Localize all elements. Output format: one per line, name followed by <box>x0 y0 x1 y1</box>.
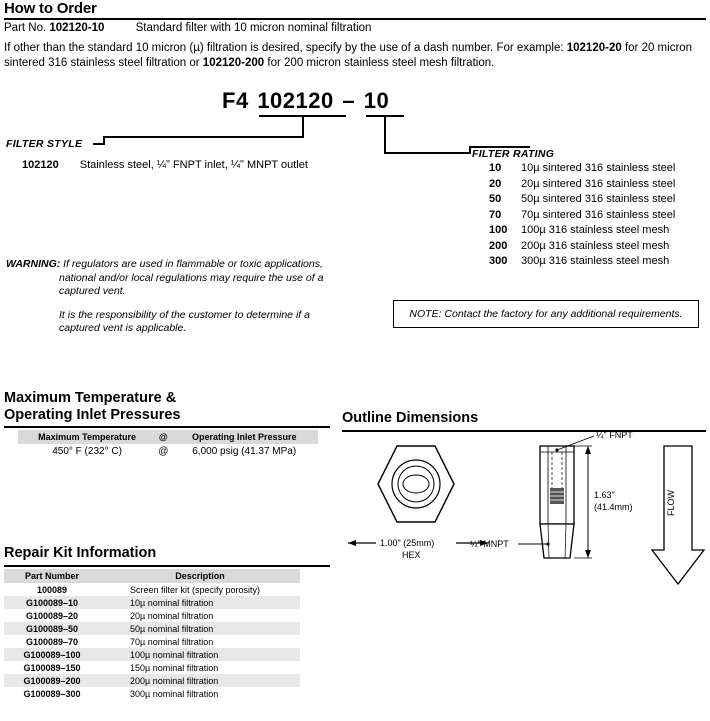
table-row <box>4 635 300 648</box>
table-row <box>489 209 675 225</box>
column-header-part-number: Part Number <box>4 569 100 583</box>
rating-code: 50 <box>489 193 502 205</box>
rating-desc: 100µ 316 stainless steel mesh <box>521 224 670 236</box>
hex-end-view <box>378 446 454 522</box>
filter-style-code: 102120 <box>22 159 59 171</box>
intro-bold-1: 102120-20 <box>566 42 622 54</box>
table-row <box>489 224 675 240</box>
repair-part-description: 200µ nominal filtration <box>100 674 300 687</box>
height-mm-label: (41.4mm) <box>594 502 633 512</box>
title-divider <box>4 18 706 20</box>
rating-desc: 20µ sintered 316 stainless steel <box>521 177 676 190</box>
table-row <box>4 609 300 622</box>
table-row <box>4 622 300 635</box>
repair-part-number: 100089 <box>36 584 68 595</box>
note-text: NOTE: Contact the factory for any additional requirements. <box>409 308 683 320</box>
column-header-max-temp: Maximum Temperature <box>18 430 156 444</box>
repair-part-description: 50µ nominal filtration <box>100 622 300 635</box>
table-header-row <box>18 430 318 444</box>
rating-desc: 10µ sintered 316 stainless steel <box>521 162 676 174</box>
fnpt-label: ¼ʺ FNPT <box>596 432 633 440</box>
warning-text-2: It is the responsibility of the customer to determine if a captured vent is applicable. <box>59 308 310 334</box>
intro-text-3: for 200 micron stainless steel mesh filtration. <box>267 57 495 69</box>
warning-block <box>6 258 336 336</box>
filter-style-description: Stainless steel, ¼ʺ FNPT inlet, ¼ʺ MNPT outlet <box>79 159 308 171</box>
part-suffix: 10 <box>363 88 390 113</box>
repair-kit-title: Repair Kit Information <box>4 545 157 561</box>
rating-code: 10 <box>489 162 502 174</box>
table-row <box>489 255 675 271</box>
max-temperature-table <box>18 430 318 459</box>
max-temperature-title-line1: Maximum Temperature & <box>4 390 177 406</box>
rating-desc: 300µ 316 stainless steel mesh <box>521 255 670 267</box>
how-to-order-title: How to Order <box>4 0 97 17</box>
repair-part-description: 150µ nominal filtration <box>130 662 219 673</box>
repair-part-number: G100089–20 <box>25 610 79 621</box>
outline-drawing <box>342 432 708 612</box>
column-header-description: Description <box>100 569 300 583</box>
note-box <box>393 300 699 328</box>
leader-line-style-horizontal <box>103 136 304 138</box>
warning-paragraph-1 <box>6 258 336 299</box>
mnpt-label: ¼ʺ MNPT <box>470 539 509 549</box>
table-row <box>489 193 675 209</box>
leader-line-rating-horizontal <box>384 152 470 154</box>
part-number-value: 102120-10 <box>49 22 105 34</box>
part-number-line <box>4 22 371 34</box>
rating-code: 100 <box>489 224 508 236</box>
part-dash: – <box>342 88 356 113</box>
intro-text-2: for 20 micron sintered 316 stainless steel filtration or <box>4 42 693 69</box>
rating-code: 70 <box>489 208 502 221</box>
part-number-description: Standard filter with 10 micron nominal filtration <box>135 22 372 34</box>
repair-part-number: G100089–300 <box>23 688 81 699</box>
warning-label: WARNING: <box>6 258 61 270</box>
repair-part-description: 300µ nominal filtration <box>130 688 219 699</box>
hex-dimension-label: 1.00ʺ (25mm) <box>380 538 435 548</box>
table-row <box>4 687 300 700</box>
repair-part-number: G100089–10 <box>4 596 100 609</box>
repair-part-description: Screen filter kit (specify porosity) <box>130 584 261 595</box>
example-part-number <box>222 88 391 114</box>
leader-line-style-vertical <box>302 115 304 137</box>
repair-kit-table <box>4 569 300 700</box>
repair-part-description: 100µ nominal filtration <box>100 648 300 661</box>
rating-code: 200 <box>489 239 508 252</box>
repair-part-description: 70µ nominal filtration <box>130 636 214 647</box>
intro-bold-2: 102120-200 <box>202 57 265 69</box>
table-header-row <box>4 569 300 583</box>
repair-part-number: G100089–100 <box>4 648 100 661</box>
repair-kit-divider <box>4 565 330 567</box>
rating-code: 300 <box>489 255 508 267</box>
filter-style-label: FILTER STYLE <box>6 138 83 150</box>
rating-desc: 200µ 316 stainless steel mesh <box>521 239 670 252</box>
pressure-value: 6,000 psig (41.37 MPa) <box>192 446 297 457</box>
table-row <box>489 240 675 256</box>
height-dimension <box>574 446 633 558</box>
part-base: 102120 <box>257 88 334 113</box>
part-prefix: F4 <box>222 88 249 113</box>
hex-dimension <box>348 538 488 560</box>
filter-style-rule <box>93 143 105 145</box>
table-row <box>4 596 300 609</box>
outline-dimensions-title: Outline Dimensions <box>342 410 479 426</box>
max-temp-value: 450° F (232° C) <box>52 446 122 457</box>
table-row <box>4 674 300 687</box>
rating-desc: 70µ sintered 316 stainless steel <box>521 208 676 221</box>
repair-part-number: G100089–50 <box>4 622 100 635</box>
repair-part-number: G100089–150 <box>23 662 81 673</box>
table-row <box>18 444 318 459</box>
flow-label: FLOW <box>666 490 676 516</box>
filter-rating-label: FILTER RATING <box>472 148 555 160</box>
ordering-instructions <box>4 41 704 71</box>
max-temperature-title <box>4 390 334 424</box>
filter-style-row <box>22 159 308 171</box>
filter-rating-table <box>489 162 675 271</box>
max-temperature-divider <box>4 426 330 428</box>
warning-text-1: If regulators are used in flammable or toxic applications, national and/or local regulations may require the use of a captured vent. <box>59 258 324 297</box>
at-symbol: @ <box>158 446 169 457</box>
rating-code: 20 <box>489 177 502 190</box>
repair-part-description: 10µ nominal filtration <box>100 596 300 609</box>
repair-part-number: G100089–70 <box>25 636 79 647</box>
table-row <box>489 162 675 178</box>
part-number-label: Part No. <box>4 22 47 34</box>
table-row <box>4 648 300 661</box>
column-header-pressure: Operating Inlet Pressure <box>170 430 318 444</box>
height-inches-label: 1.63ʺ <box>594 490 615 500</box>
repair-part-description: 20µ nominal filtration <box>130 610 214 621</box>
column-header-at: @ <box>156 430 170 444</box>
table-row <box>489 178 675 194</box>
side-view-body <box>540 446 574 558</box>
table-row <box>4 661 300 674</box>
intro-text-1: If other than the standard 10 micron (µ) filtration is desired, specify by the use of a dash number. For example: <box>4 42 567 54</box>
repair-part-number: G100089–200 <box>4 674 100 687</box>
rating-desc: 50µ sintered 316 stainless steel <box>521 193 676 205</box>
max-temperature-title-line2: Operating Inlet Pressures <box>4 407 181 423</box>
flow-arrow <box>652 446 704 584</box>
table-row <box>4 583 300 596</box>
mnpt-callout <box>470 539 550 549</box>
hex-label: HEX <box>402 550 421 560</box>
leader-line-rating-vertical <box>384 115 386 153</box>
